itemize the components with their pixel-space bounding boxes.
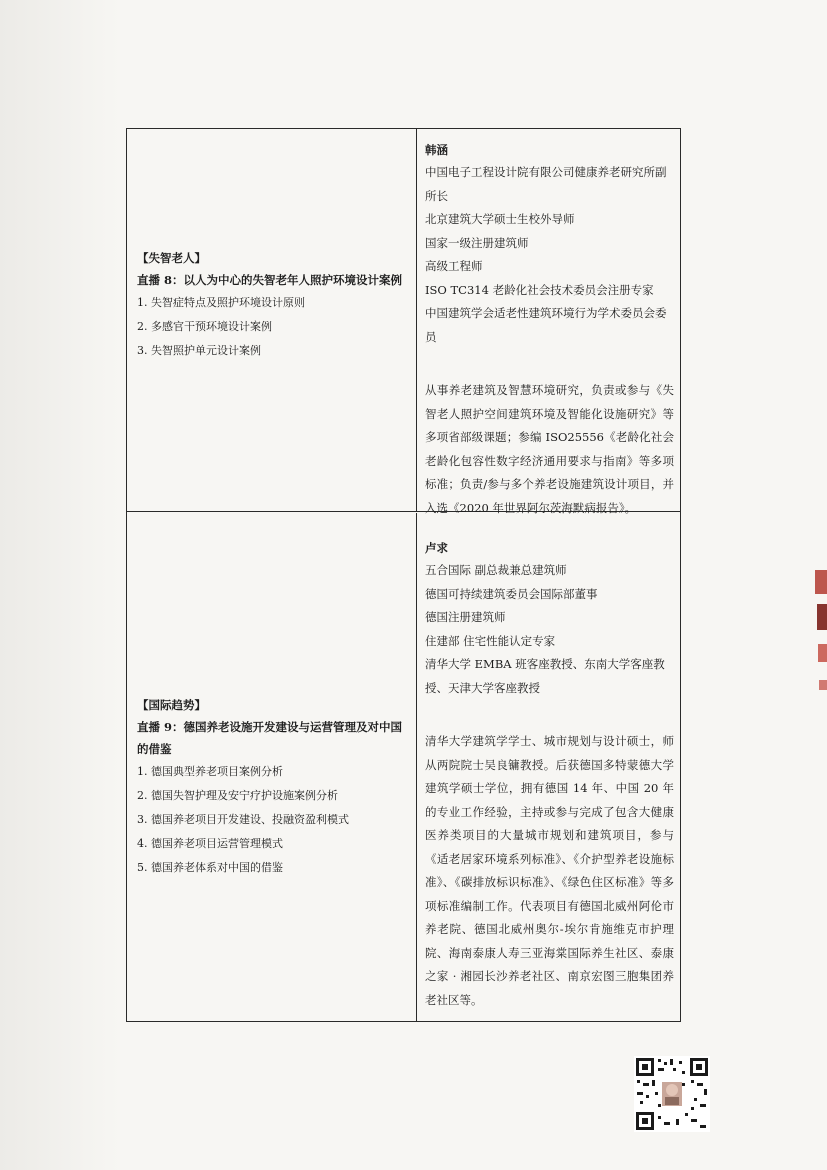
speaker-credential: 北京建筑大学硕士生校外导师: [425, 212, 575, 226]
speaker-credential: 清华大学 EMBA 班客座教授、东南大学客座教授、天津大学客座教授: [425, 657, 665, 695]
speaker-credential: 中国电子工程设计院有限公司健康养老研究所副所长: [425, 165, 667, 203]
speaker-credential: 高级工程师: [425, 259, 483, 273]
speaker-credential: 德国注册建筑师: [425, 610, 506, 624]
session-row: [127, 513, 680, 1021]
topic-item: 1. 失智症特点及照护环境设计原则: [137, 296, 305, 309]
speaker-profile: [417, 513, 680, 1021]
schedule-table: [126, 128, 681, 1022]
qr-code: [634, 1056, 710, 1132]
speaker-profile: [417, 129, 680, 515]
session-description: [127, 129, 417, 511]
speaker-name: 韩涵: [425, 143, 448, 157]
speaker-credential: 中国建筑学会适老性建筑环境行为学术委员会委员: [425, 306, 667, 344]
topic-item: 2. 多感官干预环境设计案例: [137, 320, 272, 333]
session-row: [127, 129, 680, 515]
topic-item: 1. 德国典型养老项目案例分析: [137, 765, 283, 778]
speaker-bio: 从事养老建筑及智慧环境研究，负责或参与《失智老人照护空间建筑环境及智能化设施研究》等多项省部级课题；参编 ISO25556《老龄化社会老龄化包容性数字经济通用要求与指南》等多项标准；负责/参与多个养老设施建筑设计项目，并入选《2020 年世界阿尔茨海默病报告》。: [425, 383, 674, 515]
session-title: 直播 9：德国养老设施开发建设与运营管理及对中国的借鉴: [137, 720, 403, 756]
topic-item: 4. 德国养老项目运营管理模式: [137, 837, 283, 850]
scan-shadow: [0, 0, 120, 1170]
session-title: 直播 8：以人为中心的失智老年人照护环境设计案例: [137, 273, 403, 287]
speaker-bio: 清华大学建筑学学士、城市规划与设计硕士，师从两院院士吴良镛教授。后获德国多特蒙德大学建筑学硕士学位，拥有德国 14 年、中国 20 年的专业工作经验，主持或参与完成了包含大健康医养类项目的大量城市规划和建筑项目，参与《适老居家环境系列标准》、《介护型养老设施标准》、《碳排放标识标准》、《绿色住区标准》等多项标准编制工作。代表项目有德国北威州阿伦市养老院、德国北威州奥尔-埃尔肯施维克市护理院、海南泰康人寿三亚海棠国际养生社区、泰康之家 · 湘园长沙养老社区、南京宏图三胞集团养老社区等。: [425, 734, 674, 1007]
topic-item: 2. 德国失智护理及安宁疗护设施案例分析: [137, 789, 338, 802]
topic-item: 3. 德国养老项目开发建设、投融资盈利模式: [137, 813, 349, 826]
session-tag: 【国际趋势】: [137, 698, 206, 712]
topic-item: 3. 失智照护单元设计案例: [137, 344, 261, 357]
session-tag: 【失智老人】: [137, 251, 206, 265]
speaker-credential: 国家一级注册建筑师: [425, 235, 529, 250]
qr-code-icon: [634, 1056, 710, 1132]
speaker-credential: 德国可持续建筑委员会国际部董事: [425, 586, 598, 601]
speaker-credential: ISO TC314 老龄化社会技术委员会注册专家: [425, 282, 654, 297]
scan-edge-marks: [811, 570, 827, 720]
topic-item: 5. 德国养老体系对中国的借鉴: [137, 861, 283, 874]
speaker-credential: 五合国际 副总裁兼总建筑师: [425, 563, 567, 577]
speaker-credential: 住建部 住宅性能认定专家: [425, 633, 556, 648]
speaker-name: 卢求: [425, 541, 448, 555]
session-description: [127, 513, 417, 1021]
